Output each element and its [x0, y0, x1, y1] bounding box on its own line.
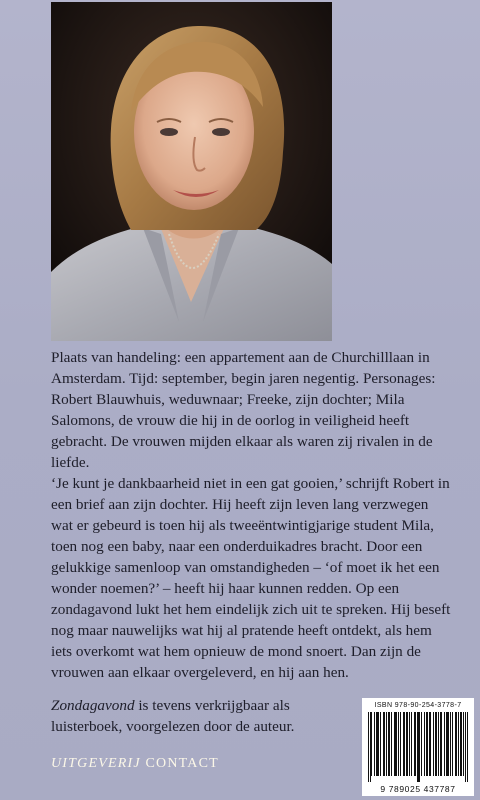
audiobook-text: is tevens verkrijgbaar als luisterboek, voorgelezen door de auteur.: [51, 697, 295, 735]
barcode-bars: [368, 712, 468, 782]
publisher-prefix: UITGEVERIJ: [51, 756, 141, 771]
audiobook-note: [51, 695, 341, 737]
publisher-name: [51, 756, 219, 772]
isbn-barcode: [362, 698, 474, 796]
publisher-suffix: CONTACT: [140, 756, 219, 771]
barcode-digits: 9 789025 437787: [380, 784, 456, 794]
blurb-paragraph-2: ‘Je kunt je dankbaarheid niet in een gat gooien,’ schrijft Robert in een brief aan zijn dochter. Hij heeft zijn leven lang verzwegen wat er gebeurd is toen hij als tweeëntwintigjarige student Mila, toen nog een baby, naar een onderduikadres bracht. Door een gelukkige samenloop van omstandigheden – ‘of moet ik het een wonder noemen?’ – heeft hij haar kunnen redden. Op een zondagavond lukt het hem eindelijk zich uit te spreken. Hij beseft nog maar nauwelijks wat hij al pratende heeft ontdekt, als hem iets overkomt wat hem opnieuw de mond snoert. Dan zijn de vrouwen aan elkaar overgeleverd, en hij aan hen.: [51, 475, 451, 681]
book-title: Zondagavond: [51, 697, 135, 714]
blurb-paragraph-1: Plaats van handeling: een appartement aan de Churchilllaan in Amsterdam. Tijd: september, begin jaren negentig. Personages: Robert Blauwhuis, weduwnaar; Freeke, zijn dochter; Mila Salomons, de vrouw die hij in de oorlog in veiligheid heeft gebracht. De vrouwen mijden elkaar als waren zij rivalen in de liefde.: [51, 349, 436, 471]
blurb-text: [51, 347, 451, 683]
isbn-label: ISBN 978-90-254-3778-7: [374, 702, 462, 709]
author-photo: [51, 2, 332, 341]
